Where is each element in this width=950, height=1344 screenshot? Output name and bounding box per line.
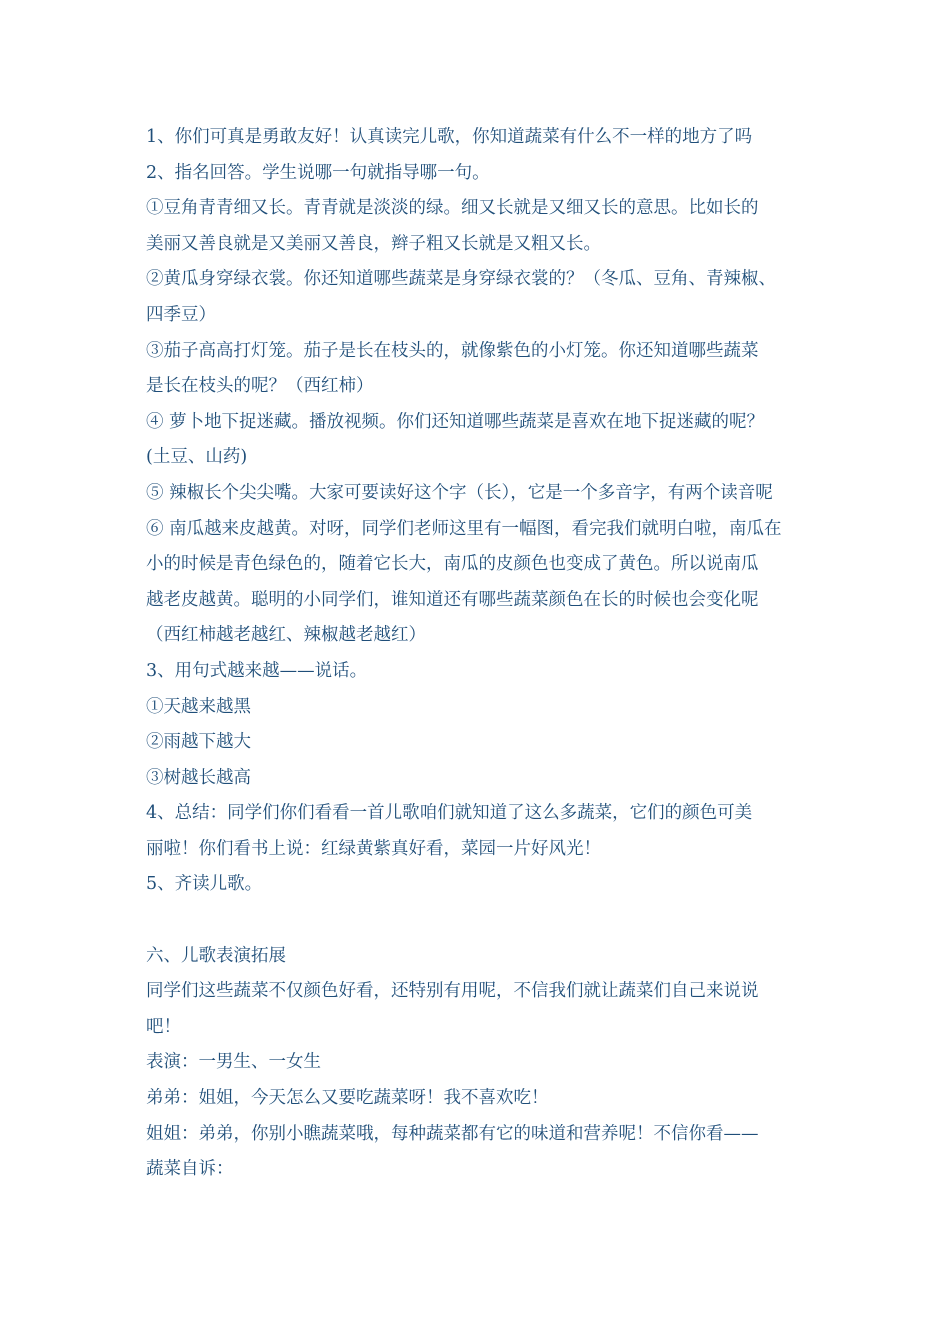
text-line: 小的时候是青色绿色的，随着它长大，南瓜的皮颜色也变成了黄色。所以说南瓜 [146, 554, 759, 575]
text-line: 表演：一男生、一女生 [146, 1052, 321, 1073]
text-line: (土豆、山药) [146, 447, 248, 468]
blank-line [146, 903, 816, 939]
text-line: 吧！ [146, 1016, 181, 1037]
text-line: ②黄瓜身穿绿衣裳。你还知道哪些蔬菜是身穿绿衣裳的？（冬瓜、豆角、青辣椒、 [146, 269, 776, 290]
text-line: ①天越来越黑 [146, 696, 251, 717]
text-line: 四季豆） [146, 304, 216, 325]
text-line: 是长在枝头的呢？（西红柿） [146, 376, 374, 397]
text-line: ②雨越下越大 [146, 732, 251, 753]
section-heading: 六、儿歌表演拓展 [146, 945, 286, 966]
document-body [146, 120, 816, 1188]
text-line: （西红柿越老越红、辣椒越老越红） [146, 625, 426, 646]
text-line: 丽啦！你们看书上说：红绿黄紫真好看，菜园一片好风光！ [146, 838, 601, 859]
text-line: 5、齐读儿歌。 [146, 874, 263, 895]
text-line: ③树越长越高 [146, 767, 251, 788]
text-line: ⑤ 辣椒长个尖尖嘴。大家可要读好这个字（长），它是一个多音字，有两个读音呢 [146, 482, 773, 503]
text-line: 越老皮越黄。聪明的小同学们，谁知道还有哪些蔬菜颜色在长的时候也会变化呢 [146, 589, 759, 610]
text-line: ③茄子高高打灯笼。茄子是长在枝头的，就像紫色的小灯笼。你还知道哪些蔬菜 [146, 340, 759, 361]
text-line: 美丽又善良就是又美丽又善良，辫子粗又长就是又粗又长。 [146, 233, 601, 254]
text-line: 4、总结：同学们你们看看一首儿歌咱们就知道了这么多蔬菜，它们的颜色可美 [146, 803, 753, 824]
text-line: ①豆角青青细又长。青青就是淡淡的绿。细又长就是又细又长的意思。比如长的 [146, 198, 759, 219]
text-line: 同学们这些蔬菜不仅颜色好看，还特别有用呢，不信我们就让蔬菜们自己来说说 [146, 981, 759, 1002]
text-line: 2、指名回答。学生说哪一句就指导哪一句。 [146, 162, 490, 183]
text-line: 3、用句式越来越——说话。 [146, 660, 368, 681]
text-line: 蔬菜自诉： [146, 1159, 234, 1180]
text-line: 姐姐：弟弟，你别小瞧蔬菜哦，每种蔬菜都有它的味道和营养呢！不信你看—— [146, 1123, 759, 1144]
text-line: 弟弟：姐姐，今天怎么又要吃蔬菜呀！我不喜欢吃！ [146, 1088, 549, 1109]
text-line: ⑥ 南瓜越来皮越黄。对呀，同学们老师这里有一幅图，看完我们就明白啦，南瓜在 [146, 518, 782, 539]
text-line: ④ 萝卜地下捉迷藏。播放视频。你们还知道哪些蔬菜是喜欢在地下捉迷藏的呢？ [146, 411, 765, 432]
text-line: 1、你们可真是勇敢友好！认真读完儿歌，你知道蔬菜有什么不一样的地方了吗 [146, 127, 753, 147]
